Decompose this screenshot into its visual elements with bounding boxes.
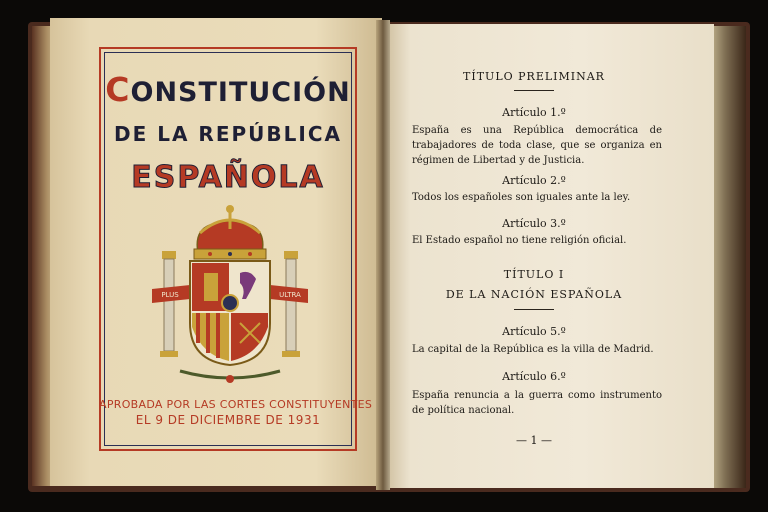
- article-3-text: El Estado español no tiene religión oficial.: [412, 235, 627, 246]
- cover-title-line1: [99, 70, 357, 109]
- cover-title-line3: ESPAÑOLA: [131, 160, 325, 195]
- article-5-text: La capital de la República es la villa de Madrid.: [412, 344, 654, 355]
- article-6-label: Artículo 6.º: [502, 370, 566, 383]
- title-rule: [514, 90, 554, 91]
- page-number: — 1 —: [516, 434, 552, 447]
- approval-line2: EL 9 DE DICIEMBRE DE 1931: [135, 413, 321, 427]
- cover-title-line2: DE LA REPÚBLICA: [114, 122, 342, 146]
- book-right-edge: [712, 26, 746, 488]
- article-1-label: Artículo 1.º: [502, 106, 566, 119]
- cover-title-initial: C: [105, 70, 131, 109]
- preliminary-title: TÍTULO PRELIMINAR: [463, 70, 605, 83]
- text-page: [384, 24, 714, 488]
- cover-title-rest: ONSTITUCIÓN: [130, 77, 351, 108]
- article-6-text: España renuncia a la guerra como instrumento de política nacional.: [412, 390, 662, 416]
- book-gutter: [376, 20, 390, 490]
- approval-line1: APROBADA POR LAS CORTES CONSTITUYENTES: [99, 398, 373, 411]
- coat-of-arms-icon: [150, 203, 310, 388]
- article-2-text: Todos los españoles son iguales ante la ley.: [412, 192, 631, 203]
- banner-right-text: ULTRA: [279, 291, 301, 299]
- banner-left-text: PLUS: [161, 291, 179, 299]
- title-one: TÍTULO I: [503, 268, 565, 281]
- article-2-label: Artículo 2.º: [502, 174, 566, 187]
- title-one-subtitle: DE LA NACIÓN ESPAÑOLA: [445, 288, 623, 301]
- article-5-label: Artículo 5.º: [502, 325, 566, 338]
- article-3-label: Artículo 3.º: [502, 217, 566, 230]
- title-one-rule: [514, 309, 554, 310]
- article-1-text: España es una República democrática de trabajadores de toda clase, que se organiza en régimen de Libertad y de Justicia.: [412, 125, 662, 166]
